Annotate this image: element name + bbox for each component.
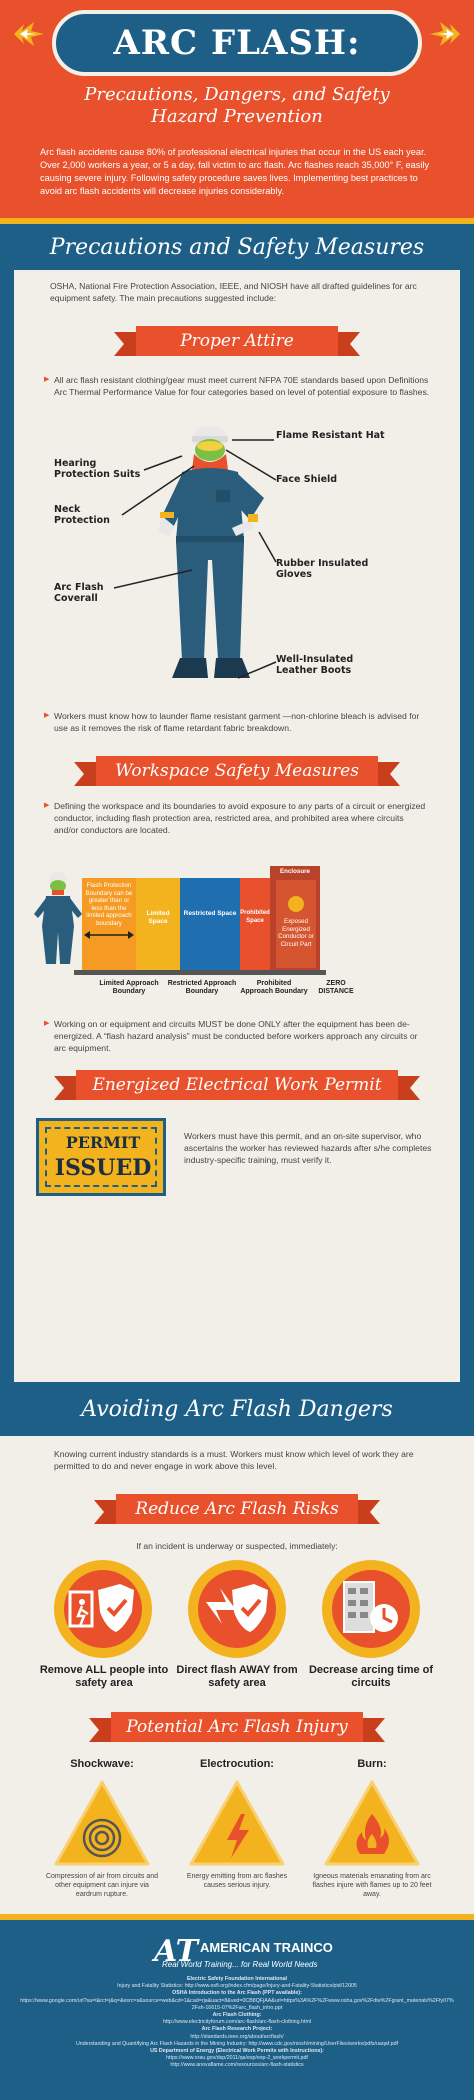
label-face-shield: Face Shield	[276, 474, 338, 485]
boundary-zero: ZERO DISTANCE	[318, 980, 354, 995]
risk-circle	[322, 1560, 420, 1658]
source-line[interactable]: Injury and Fatality Statistics: http://www.esfi.org/index.cfm/page/Injury-and-Fatality-Statistics/pid/12005	[117, 1983, 357, 1990]
label-arc-flash-coverall: Arc Flash Coverall	[54, 582, 104, 604]
risk-circle	[188, 1560, 286, 1658]
double-arrow-icon	[84, 930, 134, 940]
subtitle-line: Precautions, Dangers, and Safety	[84, 84, 390, 105]
risk-label: Direct flash AWAY from safety area	[176, 1664, 298, 1689]
source-line[interactable]: https://www.orau.gov/dsp/2011/qa/esp/esp-2_workpermit.pdf	[166, 2055, 308, 2062]
injury-title: Shockwave:	[70, 1758, 134, 1770]
section-heading-band	[0, 1382, 474, 1436]
ribbon-reduce-risks: Reduce Arc Flash Risks	[116, 1494, 358, 1524]
source-line: OSHA Introduction to the Arc Flash (PPT available):	[172, 1990, 302, 1997]
attire-bullet: ▶ Workers must know how to launder flame resistant garment —non-chlorine bleach is advised for use as it removes the risk of flame retardant fabric breakdown.	[44, 710, 430, 734]
risk-circle	[54, 1560, 152, 1658]
boundary-prohibited: Prohibited Approach Boundary	[240, 980, 308, 995]
shockwave-icon	[52, 1778, 152, 1868]
precautions-intro: OSHA, National Fire Protection Association, IEEE, and NIOSH have all drafted guidelines for arc equipment safety. The main precautions suggested include:	[50, 281, 417, 303]
injury-title: Electrocution:	[200, 1758, 274, 1770]
source-line: Arc Flash Research Project:	[201, 2026, 273, 2033]
title-banner	[52, 10, 422, 76]
flame-icon	[14, 20, 44, 48]
source-line[interactable]: http://www.electricityforum.com/arc-flash/arc-flash-clothing.html	[162, 2019, 312, 2026]
boundary-limited: Limited Approach Boundary	[99, 980, 159, 995]
permit-stamp	[36, 1118, 166, 1196]
reduce-lead: If an incident is underway or suspected, immediately:	[136, 1541, 338, 1551]
zone-restricted-label: Restricted Space	[183, 910, 237, 917]
fire-icon	[322, 1778, 422, 1868]
zone-limited-label: Limited Space	[146, 910, 170, 925]
permit-text: Workers must have this permit, and an on-site supervisor, who ascertains the worker has reviewed hazards after s/he completes industry-specific training, must verify it.	[184, 1131, 432, 1165]
header-section	[0, 0, 474, 218]
permit-stamp-line2: ISSUED	[54, 1155, 152, 1181]
ribbon-work-permit: Energized Electrical Work Permit	[76, 1070, 398, 1100]
section-heading: Avoiding Arc Flash Dangers	[81, 1396, 393, 1422]
label-flame-resistant-hat: Flame Resistant Hat	[276, 430, 385, 441]
label-hearing-protection: Hearing Protection Suits	[54, 458, 141, 480]
page-title: ARC FLASH:	[113, 23, 361, 63]
boundary-restricted: Restricted Approach Boundary	[167, 980, 237, 995]
flash-shield-icon	[202, 1582, 272, 1636]
precautions-content	[14, 270, 460, 1382]
permit-stamp-line1: PERMIT	[65, 1133, 141, 1152]
bolt-icon	[187, 1778, 287, 1868]
brand-name: AMERICAN TRAINCO	[200, 1940, 333, 1955]
callout-lines	[14, 270, 460, 710]
sources-list	[20, 1976, 454, 2070]
workspace-bullet: ▶ Defining the workspace and its boundaries to avoid exposure to any parts of a circuit or energized conductor, including flash protection area, restricted area, and prohibited area where circuits and/or conductors are located.	[44, 800, 430, 836]
label-rubber-gloves: Rubber Insulated Gloves	[276, 558, 369, 580]
source-line[interactable]: Understanding and Quantifying Arc Flash Hazards in the Mining Industry: http://www.cdc.gov/niosh/mining/UserFiles/works/pdfs/uaqaf.pdf	[75, 2040, 399, 2047]
label-neck-protection: Neck Protection	[54, 504, 110, 526]
subtitle-line: Hazard Prevention	[151, 106, 323, 127]
exposed-conductor-label: Exposed Energized Conductor or Circuit Part	[278, 918, 314, 948]
zone-flash-text: Flash Protection Boundary can be greater than or less than the limited approach boundary	[85, 882, 133, 927]
injury-desc: Energy emitting from arc flashes causes serious injury.	[186, 1873, 288, 1889]
label-leather-boots: Well-Insulated Leather Boots	[276, 654, 354, 676]
zone-restricted	[180, 878, 240, 970]
zone-prohibited-label: Prohibited Space	[240, 910, 270, 924]
section-heading-band	[0, 224, 474, 270]
source-line: US Department of Energy (Electrical Work Permits with Instructions):	[150, 2048, 324, 2055]
flame-icon	[430, 20, 460, 48]
injury-desc: Igneous materials emanating from arc flashes injure with flames up to 20 feet away.	[312, 1873, 432, 1898]
brand-logo-mark: AT	[154, 1934, 198, 1969]
risk-label: Remove ALL people into safety area	[39, 1664, 169, 1689]
exit-shield-icon	[68, 1582, 138, 1636]
avoiding-intro: Knowing current industry standards is a must. Workers must know which level of work they are permitted to do and never engage in work above this level.	[54, 1449, 414, 1471]
source-line[interactable]: https://www.google.com/url?sa=t&rct=j&q=&esrc=s&source=web&cd=1&cad=rja&uact=8&ved=0CB8QFjAA&url=https%3A%2F%2Fwww.osha.gov%2Fdte%2Fgrant_materials%2Ffy07%2Fsh-16615-07%2Farc_flash_intro.ppt	[20, 1997, 454, 2011]
footer	[0, 1920, 474, 2100]
injury-title: Burn:	[357, 1758, 387, 1770]
intro-text: Arc flash accidents cause 80% of professional electrical injuries that occur in the US each year. Over 2,000 workers a year, or 5 a day, fall victim to arc flash. Arc flashes reach 35,000° F, easily causing severe injury. Following safety procedure saves lives. Implementing best practices to avoid arc flash accidents will decrease injuries considerably.	[40, 147, 430, 196]
injury-desc: Compression of air from circuits and other equipment can injure via eardrum rupture.	[45, 1873, 159, 1898]
subtitle	[0, 84, 474, 128]
breaker-panel-icon	[340, 1578, 402, 1640]
brand-tagline: Real World Training... for Real World Needs	[162, 1960, 318, 1969]
enclosure-label: Enclosure	[280, 868, 310, 875]
workspace-bullet: ▶ Working on or equipment and circuits MUST be done ONLY after the equipment has been de-energized. A “flash hazard analysis” must be conducted before workers approach any circuits or arc equipment.	[44, 1018, 430, 1054]
ribbon-workspace-safety: Workspace Safety Measures	[96, 756, 378, 786]
ribbon-proper-attire: Proper Attire	[136, 326, 338, 356]
avoiding-content	[0, 1436, 474, 1914]
source-line: Arc Flash Clothing:	[212, 2012, 262, 2019]
source-line: Electric Safety Foundation International	[186, 1976, 288, 1982]
risk-label: Decrease arcing time of circuits	[308, 1664, 434, 1689]
conductor-icon	[288, 896, 304, 912]
ribbon-potential-injury: Potential Arc Flash Injury	[111, 1712, 363, 1742]
small-worker-figure	[28, 870, 88, 970]
section-heading: Precautions and Safety Measures	[49, 234, 425, 260]
source-line[interactable]: http://www.anovaflame.com/resources/arc-flash-statistics	[170, 2062, 304, 2069]
precautions-panel	[0, 270, 474, 1382]
source-line[interactable]: http://standards.ieee.org/about/arcflash/	[190, 2033, 284, 2040]
floor-line	[74, 970, 326, 975]
attire-bullet: ▶ All arc flash resistant clothing/gear must meet current NFPA 70E standards based upon Definitions Arc Thermal Performance Value for four categories based on level of potential exposure to flashes.	[44, 374, 430, 398]
